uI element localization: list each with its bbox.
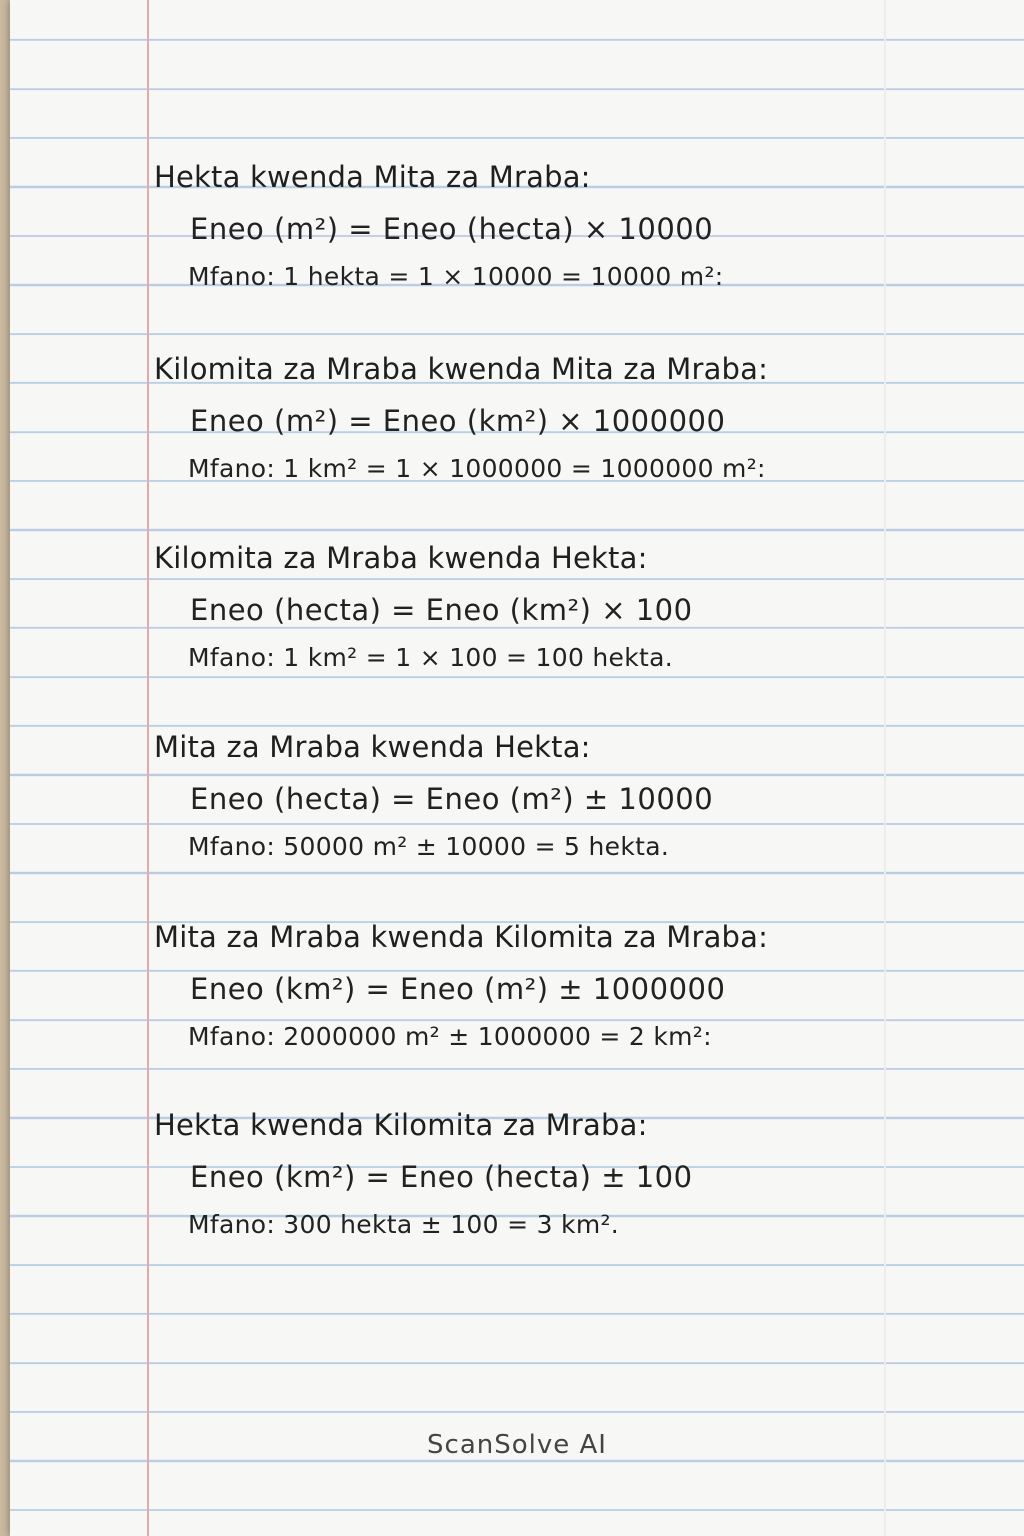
watermark-footer: ScanSolve AI (427, 1430, 607, 1460)
section-heading: Kilomita za Mraba kwenda Mita za Mraba: (154, 352, 769, 386)
section-heading: Mita za Mraba kwenda Kilomita za Mraba: (154, 920, 769, 954)
section-example: Mfano: 1 km² = 1 × 1000000 = 1000000 m²: (188, 454, 766, 483)
section-example: Mfano: 2000000 m² ± 1000000 = 2 km²: (188, 1022, 712, 1051)
margin-line (147, 0, 149, 1536)
section-heading: Mita za Mraba kwenda Hekta: (154, 730, 591, 764)
notebook-page (10, 0, 1024, 1536)
section-formula: Eneo (hecta) = Eneo (m²) ± 10000 (190, 782, 714, 816)
section-formula: Eneo (km²) = Eneo (hecta) ± 100 (190, 1160, 693, 1194)
section-formula: Eneo (m²) = Eneo (hecta) × 10000 (190, 212, 714, 246)
section-formula: Eneo (m²) = Eneo (km²) × 1000000 (190, 404, 726, 438)
section-heading: Kilomita za Mraba kwenda Hekta: (154, 541, 648, 575)
section-heading: Hekta kwenda Kilomita za Mraba: (154, 1108, 648, 1142)
section-example: Mfano: 1 km² = 1 × 100 = 100 hekta. (188, 643, 673, 672)
section-formula: Eneo (km²) = Eneo (m²) ± 1000000 (190, 972, 726, 1006)
right-edge-line (884, 0, 886, 1536)
section-example: Mfano: 1 hekta = 1 × 10000 = 10000 m²: (188, 262, 724, 291)
section-formula: Eneo (hecta) = Eneo (km²) × 100 (190, 593, 693, 627)
section-example: Mfano: 300 hekta ± 100 = 3 km². (188, 1210, 620, 1239)
section-example: Mfano: 50000 m² ± 10000 = 5 hekta. (188, 832, 670, 861)
section-heading: Hekta kwenda Mita za Mraba: (154, 160, 591, 194)
